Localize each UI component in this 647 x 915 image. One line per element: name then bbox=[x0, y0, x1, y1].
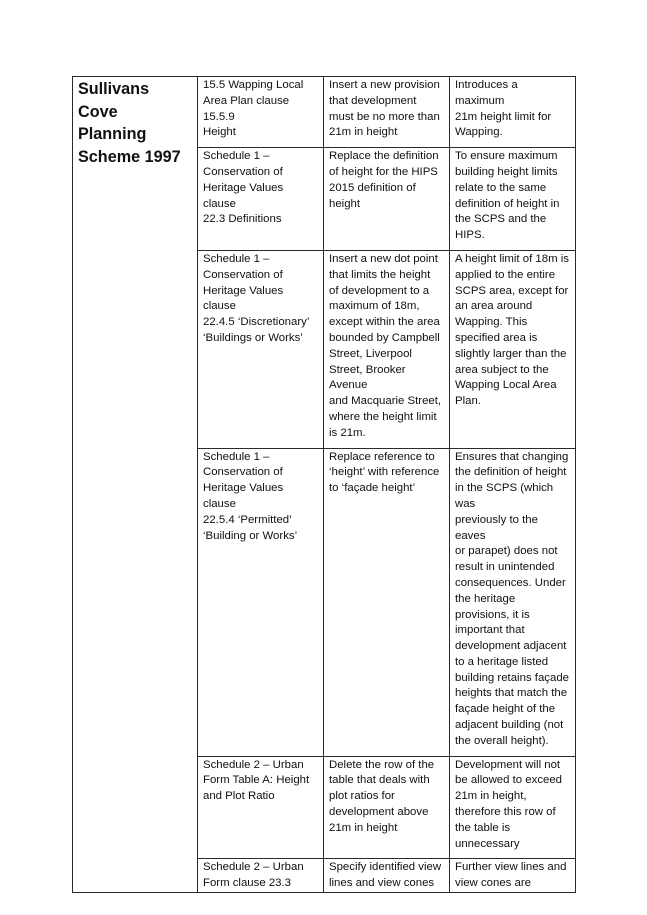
clause-cell bbox=[198, 448, 324, 756]
amendment-cell bbox=[324, 756, 450, 859]
reason-text: A height limit of 18m is applied to the entire SCPS area, except for an area around Wapping. This specified area is slightly larger than the area subject to the Wapping Local Area Plan. bbox=[455, 252, 569, 408]
amendment-text: Specify identified view lines and view cones bbox=[329, 861, 442, 890]
reason-text: Introduces a maximum 21m height limit for Wapping. bbox=[455, 79, 552, 139]
amendment-text: Insert a new dot point that limits the height of development to a maximum of 18m, except within the area bounded by Campbell Street, Liverpool Street, Brooker Avenue and Macquarie Street, where the height limit is 21m. bbox=[329, 252, 442, 439]
reason-cell bbox=[450, 448, 576, 756]
amendments-table bbox=[72, 76, 576, 893]
clause-cell bbox=[198, 148, 324, 251]
amendment-text: Insert a new provision that development must be no more than 21m in height bbox=[329, 79, 440, 139]
amendment-text: Replace reference to ‘height’ with reference to ‘façade height’ bbox=[329, 450, 440, 495]
amendment-text: Replace the definition of height for the HIPS 2015 definition of height bbox=[329, 150, 439, 210]
amendment-cell bbox=[324, 148, 450, 251]
reason-cell bbox=[450, 250, 576, 448]
reason-text: Ensures that changing the definition of height in the SCPS (which was previously to the eaves or parapet) does not result in unintended consequences. Under the heritage provisions, it is important that development adjacent to a heritage listed building retains façade heights that match the façade height of the adjacent building (not the overall height). bbox=[455, 450, 569, 747]
clause-text: Schedule 1 – Conservation of Heritage Values clause 22.3 Definitions bbox=[203, 150, 284, 226]
reason-cell bbox=[450, 756, 576, 859]
table-row bbox=[73, 77, 576, 148]
clause-cell bbox=[198, 859, 324, 893]
reason-text: Further view lines and view cones are bbox=[455, 861, 567, 890]
clause-text: Schedule 1 – Conservation of Heritage Values clause 22.4.5 ‘Discretionary’ ‘Buildings or Works’ bbox=[203, 252, 310, 344]
reason-cell bbox=[450, 148, 576, 251]
clause-text: Schedule 1 – Conservation of Heritage Values clause 22.5.4 ‘Permitted’ ‘Building or Works’ bbox=[203, 450, 298, 542]
amendment-text: Delete the row of the table that deals with plot ratios for development above 21m in height bbox=[329, 758, 435, 834]
amendment-cell bbox=[324, 77, 450, 148]
reason-text: Development will not be allowed to exceed 21m in height, therefore this row of the table is unnecessary bbox=[455, 758, 563, 850]
reason-cell bbox=[450, 77, 576, 148]
clause-text: 15.5 Wapping Local Area Plan clause 15.5.9 Height bbox=[203, 79, 304, 139]
clause-text: Schedule 2 – Urban Form clause 23.3 bbox=[203, 861, 304, 890]
reason-cell bbox=[450, 859, 576, 893]
scheme-title-cell bbox=[73, 77, 198, 893]
scheme-title: Sullivans Cove Planning Scheme 1997 bbox=[78, 80, 181, 166]
clause-text: Schedule 2 – Urban Form Table A: Height and Plot Ratio bbox=[203, 758, 310, 803]
clause-cell bbox=[198, 77, 324, 148]
clause-cell bbox=[198, 756, 324, 859]
amendment-cell bbox=[324, 448, 450, 756]
amendment-cell bbox=[324, 859, 450, 893]
reason-text: To ensure maximum building height limits relate to the same definition of height in the SCPS and the HIPS. bbox=[455, 150, 560, 242]
clause-cell bbox=[198, 250, 324, 448]
amendment-cell bbox=[324, 250, 450, 448]
